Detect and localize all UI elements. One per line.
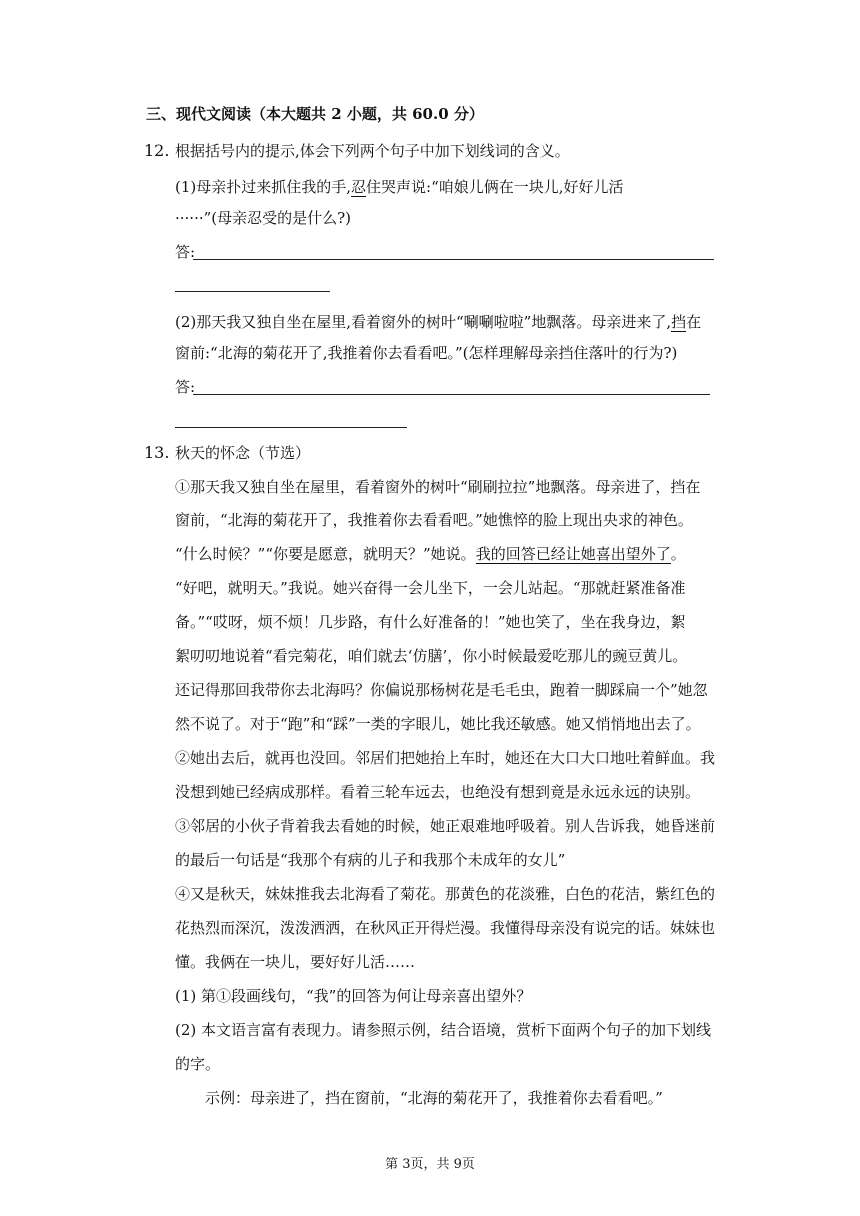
sub-question-2-continued: 的字。 [175, 1055, 221, 1073]
passage-line: ④又是秋天，妹妹推我去北海看了菊花。那黄色的花淡雅，白色的花洁，紫红色的 [175, 885, 716, 903]
question-12-stem: 根据括号内的提示,体会下列两个句子中加下划线词的含义。 [175, 142, 570, 160]
passage-line: 懂。我俩在一块儿，要好好儿活…… [175, 953, 416, 971]
passage-line: ③邻居的小伙子背着我去看她的时候，她正艰难地呼吸着。别人告诉我，她昏迷前 [175, 817, 716, 835]
q12-part2-line1 [175, 312, 701, 332]
passage-line: 花热烈而深沉，泼泼洒洒，在秋风正开得烂漫。我懂得母亲没有说完的话。妹妹也 [175, 919, 716, 937]
question-12-number: 12. [144, 141, 170, 160]
passage-line: 的最后一句话是“我那个有病的儿子和我那个未成年的女儿” [175, 851, 566, 869]
example-sentence: 示例：母亲进了，挡在窗前，“北海的菊花开了，我推着你去看看吧。” [205, 1089, 663, 1107]
page-footer: 第 3页，共 9页 [385, 1157, 475, 1172]
passage-line: 备。”“哎呀，烦不烦！几步路，有什么好准备的！”她也笑了，坐在我身边，絮 [175, 613, 686, 631]
q12-part1-line2: ······”(母亲忍受的是什么?) [175, 209, 352, 227]
q12-part2-answer-blank-continued[interactable] [175, 427, 407, 428]
q12-part2-underlined-word: 挡 [671, 313, 687, 331]
q12-part1-text-a: (1)母亲扑过来抓住我的手, [175, 178, 352, 196]
q12-part1-line1 [175, 177, 624, 197]
q12-part2-answer-blank[interactable] [193, 394, 710, 395]
q12-part2-line2: 窗前:“北海的菊花开了,我推着你去看看吧。”(怎样理解母亲挡住落叶的行为?) [175, 344, 678, 362]
passage-line: 还记得那回我带你去北海吗？你偏说那杨树花是毛毛虫，跑着一脚踩扁一个”她忽 [175, 681, 708, 699]
passage-line: 没想到她已经病成那样。看着三轮车远去，也绝没有想到竟是永远永远的诀别。 [175, 783, 701, 801]
q12-part2-answer-label: 答: [175, 378, 196, 396]
passage-text: “什么时候？”“你要是愿意，就明天？”她说。 [175, 545, 476, 563]
passage-text: 。 [670, 545, 686, 563]
underlined-sentence: 我的回答已经让她喜出望外了 [475, 545, 671, 563]
q12-part2-text-b: 在 [686, 313, 702, 331]
question-13-title: 秋天的怀念（节选） [175, 444, 311, 462]
passage-line: 然不说了。对于“跑”和“踩”一类的字眼儿，她比我还敏感。她又悄悄地出去了。 [175, 715, 701, 733]
passage-line-with-underline [175, 544, 686, 564]
q12-part1-answer-blank[interactable] [193, 259, 714, 260]
passage-line: 窗前，“北海的菊花开了，我推着你去看看吧。”她憔悴的脸上现出央求的神色。 [175, 511, 693, 529]
question-13-number: 13. [144, 443, 170, 462]
q12-part1-text-b: 住哭声说:“咱娘儿俩在一块儿,好好儿活 [366, 178, 624, 196]
q12-part1-answer-label: 答: [175, 243, 196, 261]
passage-line: ②她出去后，就再也没回。邻居们把她抬上车时，她还在大口大口地吐着鲜血。我 [175, 749, 716, 767]
passage-line: 絮叨叨地说着“看完菊花，咱们就去‘仿膳’，你小时候最爱吃那儿的豌豆黄儿。 [175, 647, 688, 665]
passage-line: ①那天我又独自坐在屋里，看着窗外的树叶“刷刷拉拉”地飘落。母亲进了，挡在 [175, 478, 701, 496]
q12-part1-underlined-word: 忍 [351, 178, 367, 196]
sub-question-2: (2) 本文语言富有表现力。请参照示例，结合语境，赏析下面两个句子的加下划线 [175, 1021, 712, 1039]
sub-question-1: (1) 第①段画线句，“我”的回答为何让母亲喜出望外？ [175, 987, 532, 1005]
q12-part2-text-a: (2)那天我又独自坐在屋里,看着窗外的树叶“唰唰啦啦”地飘落。母亲进来了, [175, 313, 672, 331]
section-heading: 三、现代文阅读（本大题共 2 小题，共 60.0 分） [146, 105, 484, 123]
passage-line: “好吧，就明天。”我说。她兴奋得一会儿坐下，一会儿站起。“那就赶紧准备准 [175, 579, 686, 597]
q12-part1-answer-blank-continued[interactable] [175, 291, 330, 292]
